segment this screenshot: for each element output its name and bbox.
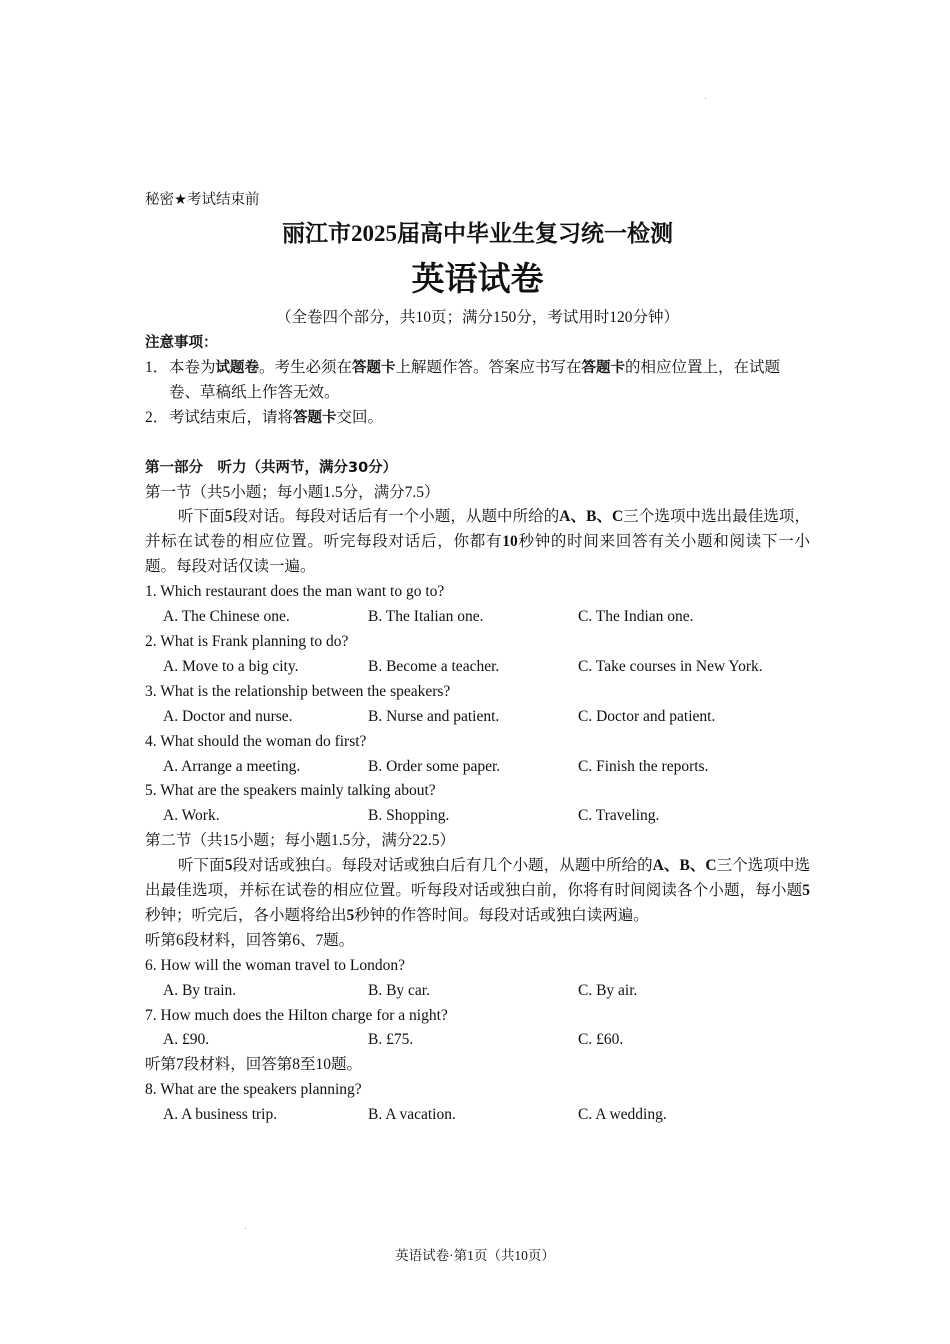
section2-heading: 第二节（共15小题；每小题1.5分，满分22.5） (145, 832, 456, 850)
section2-instructions: 听下面5段对话或独白。每段对话或独白后有几个小题，从题中所给的A、B、C三个选项中选出最佳选项，并标在试卷的相应位置。听每段对话或独白前，你将有时间阅读各个小题，每小题5秒钟；听完后，各小题将给出5秒钟的作答时间。每段对话或独白读两遍。 (145, 857, 810, 924)
page-content (145, 187, 810, 1128)
question-stem: 5. What are the speakers mainly talking about? (145, 782, 436, 800)
option-a: A. Arrange a meeting. (163, 757, 301, 775)
exam-info: （全卷四个部分，共10页；满分150分，考试用时120分钟） (275, 309, 679, 326)
option-c: C. The Indian one. (578, 608, 694, 626)
notice-number: 2． (145, 408, 169, 426)
option-a: A. A business trip. (163, 1106, 278, 1124)
page-footer: 英语试卷·第1页（共10页） (395, 1248, 555, 1263)
question-2 (145, 630, 810, 680)
question-stem: 8. What are the speakers planning? (145, 1081, 362, 1099)
option-b: B. Shopping. (368, 807, 450, 825)
option-c: C. Finish the reports. (578, 757, 709, 775)
option-c: C. Doctor and patient. (578, 707, 716, 725)
question-8 (145, 1078, 810, 1128)
exam-subject: 英语试卷 (411, 262, 544, 298)
confidential-mark: 秘密★考试结束前 (145, 192, 260, 208)
option-a: A. Doctor and nurse. (163, 707, 293, 725)
section1-instructions: 听下面5段对话。每段对话后有一个小题，从题中所给的A、B、C三个选项中选出最佳选项，并标在试卷的相应位置。听完每段对话后，你都有10秒钟的时间来回答有关小题和阅读下一小题。每段对话仅读一遍。 (145, 508, 810, 576)
part1-heading: 第一部分 听力（共两节，满分30分） (145, 459, 398, 476)
question-stem: 6. How will the woman travel to London? (145, 956, 406, 974)
option-a: A. £90. (163, 1031, 210, 1049)
option-c: C. Take courses in New York. (578, 657, 763, 675)
material-6-label: 听第6段材料，回答第6、7题。 (145, 931, 355, 949)
option-b: B. Become a teacher. (368, 657, 500, 675)
question-1 (145, 580, 810, 630)
option-b: B. A vacation. (368, 1106, 456, 1124)
option-c: C. By air. (578, 981, 638, 999)
question-3 (145, 680, 810, 730)
option-b: B. The Italian one. (368, 608, 484, 626)
material-7-label: 听第7段材料，回答第8至10题。 (145, 1056, 363, 1074)
question-stem: 1. Which restaurant does the man want to go to? (145, 583, 445, 601)
exam-title: 丽江市2025届高中毕业生复习统一检测 (282, 221, 673, 246)
option-b: B. Nurse and patient. (368, 707, 500, 725)
option-b: B. £75. (368, 1031, 414, 1049)
question-4 (145, 730, 810, 780)
option-a: A. The Chinese one. (163, 608, 290, 626)
question-stem: 3. What is the relationship between the speakers? (145, 682, 451, 700)
option-b: B. By car. (368, 981, 430, 999)
section1-heading: 第一节（共5小题；每小题1.5分，满分7.5） (145, 483, 440, 501)
question-7 (145, 1004, 810, 1054)
option-a: A. By train. (163, 981, 237, 999)
question-stem: 2. What is Frank planning to do? (145, 632, 349, 650)
option-a: A. Move to a big city. (163, 657, 299, 675)
option-c: C. A wedding. (578, 1106, 667, 1124)
notice-text: 考试结束后，请将答题卡交回。 (169, 408, 384, 426)
option-b: B. Order some paper. (368, 757, 501, 775)
notice-number: 1． (145, 358, 169, 376)
notice-item (145, 356, 810, 406)
scan-speck (245, 1228, 246, 1229)
notice-heading: 注意事项： (145, 335, 218, 351)
option-c: C. £60. (578, 1031, 624, 1049)
notice-item (145, 406, 810, 431)
option-c: C. Traveling. (578, 807, 660, 825)
question-5 (145, 779, 810, 829)
question-6 (145, 954, 810, 1004)
scan-speck (705, 98, 706, 99)
question-stem: 7. How much does the Hilton charge for a night? (145, 1006, 448, 1024)
option-a: A. Work. (163, 807, 220, 825)
question-stem: 4. What should the woman do first? (145, 732, 367, 750)
notice-text: 本卷为试题卷。考生必须在答题卡上解题作答。答案应书写在答题卡的相应位置上，在试题卷、草稿纸上作答无效。 (169, 358, 781, 401)
